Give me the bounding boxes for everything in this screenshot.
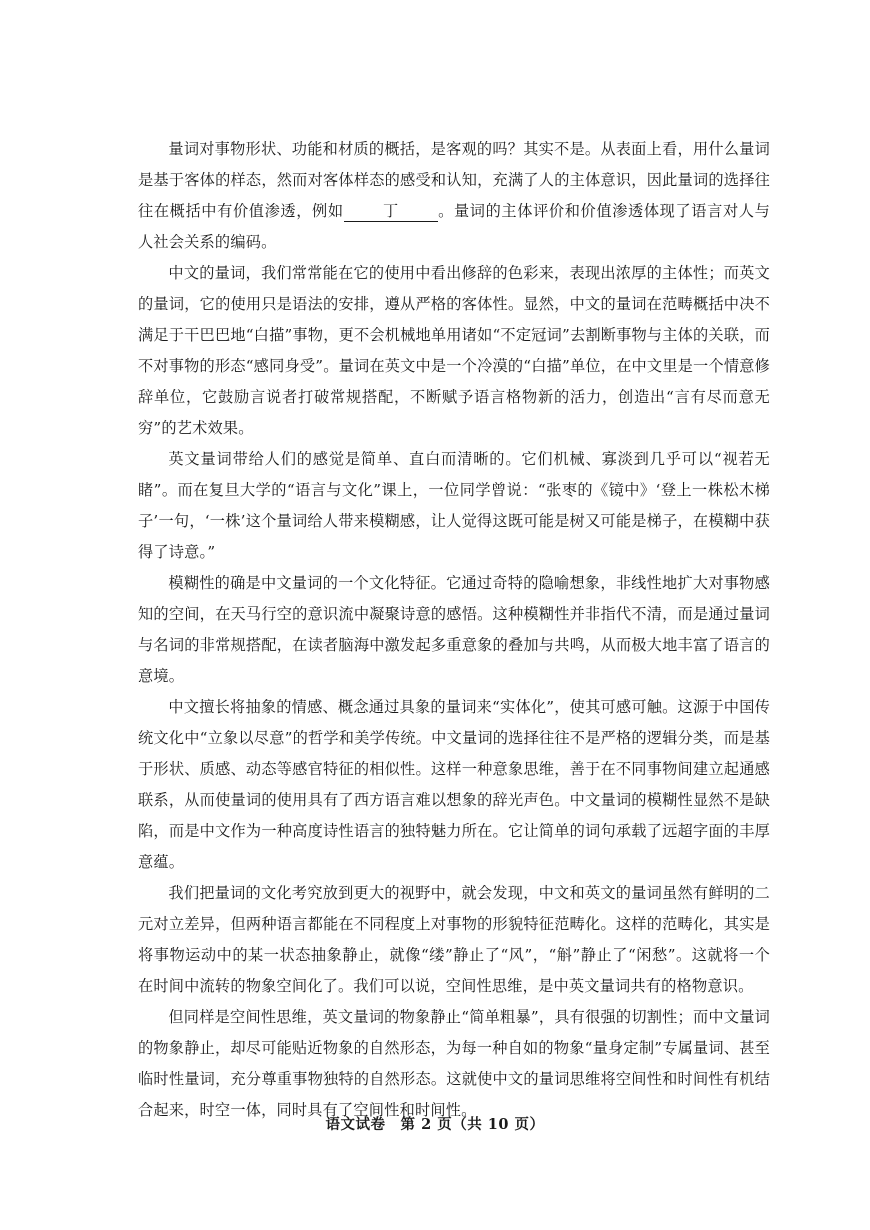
paragraph-1 [138, 134, 770, 258]
article-body [138, 134, 770, 1126]
paragraph-3: 英文量词带给人们的感觉是简单、直白而清晰的。它们机械、寡淡到几乎可以“视若无睹”。而在复旦大学的“语言与文化”课上，一位同学曾说：“张枣的《镜中》‘登上一株松木梯子’一句，‘一株’这个量词给人带来模糊感，让人觉得这既可能是树又可能是梯子，在模糊中获得了诗意。” [138, 450, 770, 561]
paragraph-2: 中文的量词，我们常常能在它的使用中看出修辞的色彩来，表现出浓厚的主体性；而英文的量词，它的使用只是语法的安排，遵从严格的客体性。显然，中文的量词在范畴概括中决不满足于干巴巴地“白描”事物，更不会机械地单用诸如“不定冠词”去割断事物与主体的关联，而不对事物的形态“感同身受”。量词在英文中是一个冷漠的“白描”单位，在中文里是一个情意修辞单位，它鼓励言说者打破常规搭配，不断赋予语言格物新的活力，创造出“言有尽而意无穷”的艺术效果。 [138, 264, 770, 437]
paragraph-4: 模糊性的确是中文量词的一个文化特征。它通过奇特的隐喻想象，非线性地扩大对事物感知的空间，在天马行空的意识流中凝聚诗意的感悟。这种模糊性并非指代不清，而是通过量词与名词的非常规搭配，在读者脑海中激发起多重意象的叠加与共鸣，从而极大地丰富了语言的意境。 [138, 574, 770, 685]
paragraph-5: 中文擅长将抽象的情感、概念通过具象的量词来“实体化”，使其可感可触。这源于中国传统文化中“立象以尽意”的哲学和美学传统。中文量词的选择往往不是严格的逻辑分类，而是基于形状、质感、动态等感官特征的相似性。这样一种意象思维，善于在不同事物间建立起通感联系，从而使量词的使用具有了西方语言难以想象的辞光声色。中文量词的模糊性显然不是缺陷，而是中文作为一种高度诗性语言的独特魅力所在。它让简单的词句承载了远超字面的丰厚意蕴。 [138, 698, 770, 871]
paragraph-7: 但同样是空间性思维，英文量词的物象静止“简单粗暴”，具有很强的切割性；而中文量词的物象静止，却尽可能贴近物象的自然形态，为每一种自如的物象“量身定制”专属量词、甚至临时性量词，充分尊重事物独特的自然形态。这就使中文的量词思维将空间性和时间性有机结合起来，时空一体，同时具有了空间性和时间性。 [138, 1008, 770, 1119]
fill-in-blank: 丁 [344, 201, 438, 222]
paragraph-1-text-a: 量词对事物形状、功能和材质的概括，是客观的吗？其实不是。从表面上看，用什么量词是基于客体的样态，然而对客体样态的感受和认知，充满了人的主体意识，因此量词的选择往往在概括中有价值渗透，例如 [138, 140, 770, 220]
paragraph-1-text-b: 。量词的主体评价和价值渗透体现了语言对人与人社会关系的编码。 [138, 202, 770, 251]
page-footer: 语文试卷 第 2 页（共 10 页） [325, 1116, 545, 1133]
paragraph-6: 我们把量词的文化考究放到更大的视野中，就会发现，中文和英文的量词虽然有鲜明的二元对立差异，但两种语言都能在不同程度上对事物的形貌特征范畴化。这样的范畴化，其实是将事物运动中的某一状态抽象静止，就像“缕”静止了“风”，“斛”静止了“闲愁”。这就将一个在时间中流转的物象空间化了。我们可以说，空间性思维，是中英文量词共有的格物意识。 [138, 884, 770, 995]
